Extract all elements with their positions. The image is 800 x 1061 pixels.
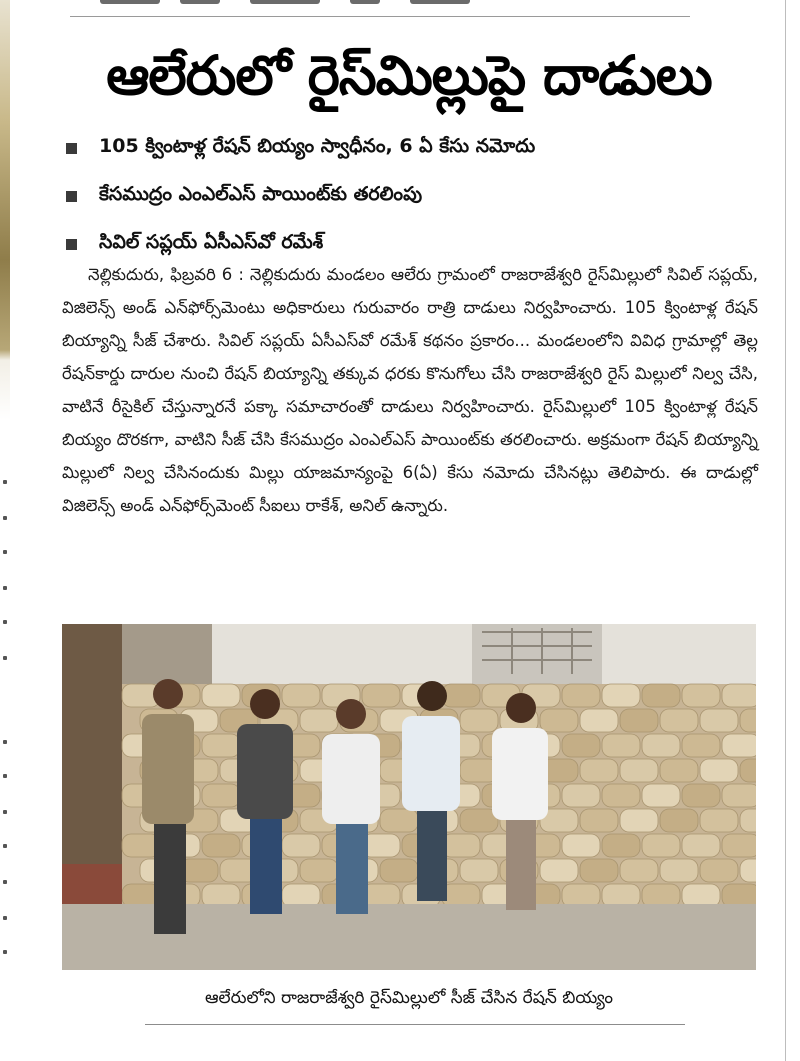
- column-divider: [785, 0, 786, 1061]
- rice-sack: [442, 684, 480, 707]
- rice-sack: [682, 734, 720, 757]
- rice-sack: [682, 884, 720, 907]
- rice-sack: [620, 859, 658, 882]
- rice-sack: [580, 759, 618, 782]
- rice-sack: [580, 709, 618, 732]
- rice-sack: [562, 884, 600, 907]
- rice-sack: [642, 734, 680, 757]
- square-bullet-icon: [66, 191, 77, 202]
- rice-sack: [460, 809, 498, 832]
- rice-sack: [620, 709, 658, 732]
- rice-sack: [722, 734, 756, 757]
- rice-sack: [682, 834, 720, 857]
- rice-sack: [442, 834, 480, 857]
- rice-sack: [202, 784, 240, 807]
- rice-sack: [202, 734, 240, 757]
- rice-sack: [602, 834, 640, 857]
- rice-sack: [562, 834, 600, 857]
- rice-sack: [700, 809, 738, 832]
- rice-sack: [580, 859, 618, 882]
- photo-caption: ఆలేరులోని రాజరాజేశ్వరి రైస్‌మిల్లులో సీజ్ చేసిన రేషన్ బియ్యం: [204, 988, 614, 1008]
- rice-sack: [282, 884, 320, 907]
- square-bullet-icon: [66, 143, 77, 154]
- rice-sack: [562, 684, 600, 707]
- rice-sack: [700, 759, 738, 782]
- rice-sack: [362, 684, 400, 707]
- rice-sack: [722, 684, 756, 707]
- rice-sack: [660, 809, 698, 832]
- rice-sack: [700, 709, 738, 732]
- rice-sack: [602, 684, 640, 707]
- rice-sack: [602, 884, 640, 907]
- rice-sack: [722, 884, 756, 907]
- rice-sack: [740, 759, 756, 782]
- bullet-item: [66, 172, 756, 220]
- square-bullet-icon: [66, 239, 77, 250]
- rice-sack: [202, 834, 240, 857]
- rice-sack: [282, 834, 320, 857]
- rice-sack: [620, 809, 658, 832]
- rice-sack: [740, 859, 756, 882]
- rice-sack: [580, 809, 618, 832]
- rice-sack: [202, 684, 240, 707]
- rice-sack: [562, 784, 600, 807]
- rice-sack: [442, 884, 480, 907]
- bullet-text: 105 క్వింటాళ్ల రేషన్ బియ్యం స్వాధీనం, 6 ఏ కేసు నమోదు: [99, 134, 536, 157]
- rice-sack: [460, 859, 498, 882]
- rice-sack: [602, 784, 640, 807]
- rice-sack: [740, 709, 756, 732]
- rice-sack: [380, 859, 418, 882]
- rice-sack: [202, 884, 240, 907]
- rice-sack: [642, 884, 680, 907]
- rice-sack: [660, 859, 698, 882]
- rice-sack: [660, 759, 698, 782]
- rice-sack: [682, 684, 720, 707]
- rice-sack: [660, 709, 698, 732]
- news-photo: [62, 624, 756, 970]
- rice-sack: [682, 784, 720, 807]
- rice-sack: [602, 734, 640, 757]
- top-divider: [70, 16, 690, 17]
- rice-sack: [300, 859, 338, 882]
- rice-sack: [642, 784, 680, 807]
- rice-sack: [722, 834, 756, 857]
- rice-sack: [740, 809, 756, 832]
- bottom-divider: [145, 1024, 685, 1025]
- rice-sack: [700, 859, 738, 882]
- rice-sack: [540, 709, 578, 732]
- rice-sack: [540, 859, 578, 882]
- rice-sack: [282, 684, 320, 707]
- article-body: నెల్లికుదురు, ఫిబ్రవరి 6 : నెల్లికుదురు మండలం ఆలేరు గ్రామంలో రాజరాజేశ్వరి రైస్‌మిల్లులో సివిల్ సప్లయ్, విజిలెన్స్ అండ్ ఎన్‌ఫోర్స్‌మెంటు అధికారులు గురువారం రాత్రి దాడులు నిర్వహించారు. 105 క్వింటాళ్ల రేషన్ బియ్యాన్ని సీజ్ చేశారు. సివిల్ సప్లయ్ ఏసీఎస్‌వో రమేశ్ కథనం ప్రకారం... మండలంలోని వివిధ గ్రామాల్లో తెల్ల రేషన్‌కార్డు దారుల నుంచి రేషన్ బియ్యాన్ని తక్కువ ధరకు కొనుగోలు చేసి రాజరాజేశ్వరి రైస్ మిల్లులో నిల్వ చేసి, వాటినే రీసైకిల్ చేస్తున్నారనే పక్కా సమాచారంతో దాడులు నిర్వహించారు. రైస్‌మిల్లులో 105 క్వింటాళ్ల రేషన్ బియ్యం దొరకగా, వాటిని సీజ్ చేసి కేసముద్రం ఎంఎల్ఎస్ పాయింట్‌కు తరలించారు. అక్రమంగా రేషన్ బియ్యాన్ని మిల్లులో నిల్వ చేసినందుకు మిల్లు యాజమాన్యంపై 6(ఏ) కేసు నమోదు చేసినట్లు తెలిపారు. ఈ దాడుల్లో విజిలెన్స్ అండ్ ఎన్‌ఫోర్స్‌మెంట్ సీఐలు రాకేశ్, అనిల్ ఉన్నారు.: [62, 265, 758, 515]
- rice-mill-photo-illustration: [62, 624, 756, 970]
- rice-sack: [722, 784, 756, 807]
- adjacent-column-text-edge: [2, 480, 8, 980]
- rice-sack: [460, 709, 498, 732]
- rice-sack: [300, 709, 338, 732]
- bullet-item: [66, 124, 756, 172]
- rice-sack: [642, 684, 680, 707]
- rice-sack: [642, 834, 680, 857]
- subheading-bullets: [66, 124, 756, 268]
- previous-article-cutoff: [100, 0, 480, 8]
- rice-sack: [380, 809, 418, 832]
- rice-sack: [562, 734, 600, 757]
- headline: ఆలేరులో రైస్‌మిల్లుపై దాడులు: [106, 44, 712, 107]
- bullet-text: కేసముద్రం ఎంఎల్ఎస్ పాయింట్‌కు తరలింపు: [99, 182, 423, 205]
- rice-sack: [620, 759, 658, 782]
- bullet-text: సివిల్ సప్లయ్ ఏసీఎస్‌వో రమేశ్: [99, 230, 324, 253]
